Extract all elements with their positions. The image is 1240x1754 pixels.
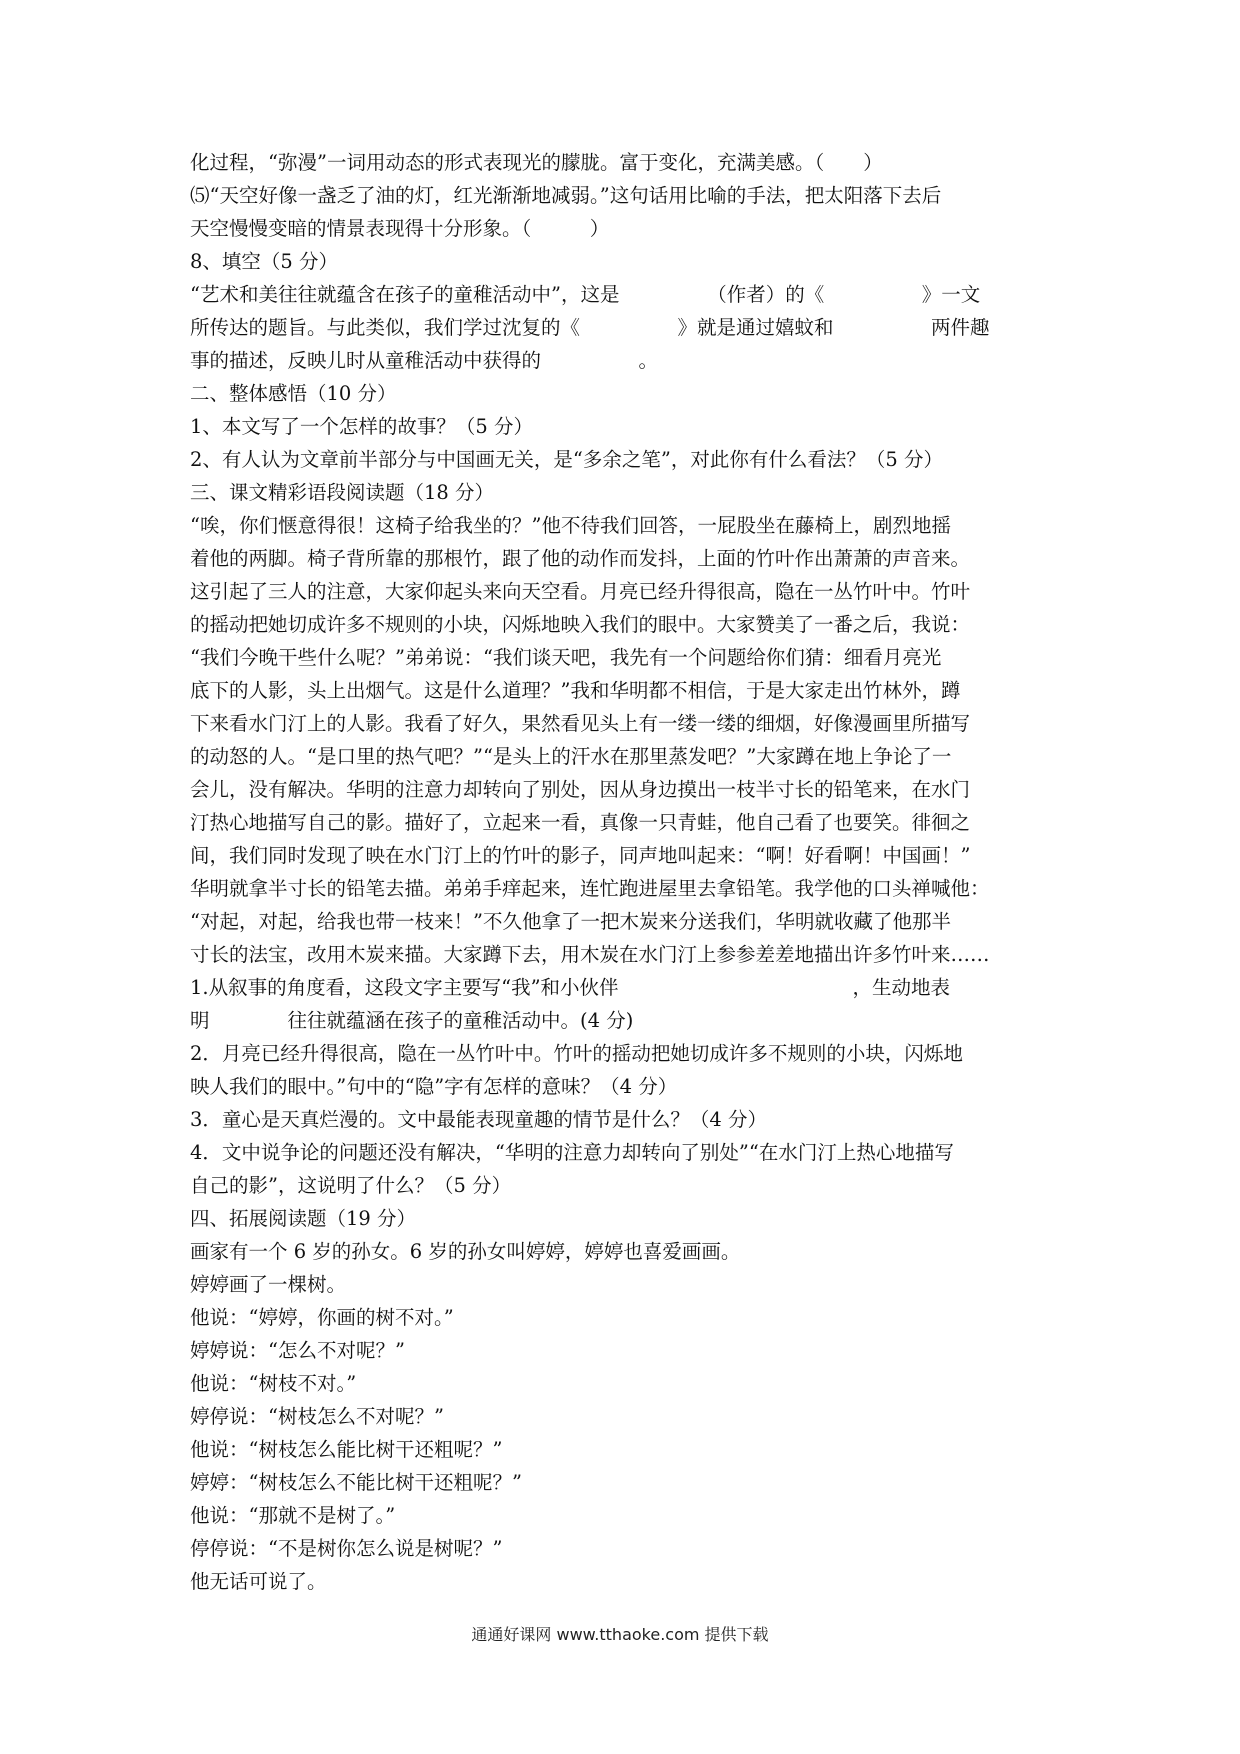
passage-line: 这引起了三人的注意，大家仰起头来向天空看。月亮已经升得很高，隐在一丛竹叶中。竹叶: [190, 580, 971, 603]
section-2-heading: 二、整体感悟（10 分）: [190, 382, 397, 405]
story-line: 婷婷画了一棵树。: [190, 1273, 347, 1296]
text-line: “艺术和美往往就蕴含在孩子的童稚活动中”，这是 （作者）的《 》一文: [190, 283, 981, 306]
document-body: [190, 146, 1060, 1598]
passage-line: 底下的人影，头上出烟气。这是什么道理？”我和华明都不相信，于是大家走出竹林外，蹲: [190, 679, 961, 702]
passage-line: 的动怒的人。“是口里的热气吧？”“是头上的汗水在那里蒸发吧？”大家蹲在地上争论了一: [190, 745, 952, 768]
story-line: 他无话可说了。: [190, 1570, 327, 1593]
question-line: 4．文中说争论的问题还没有解决，“华明的注意力却转向了别处”“在水门汀上热心地描写: [190, 1141, 954, 1164]
question-line: 2．月亮已经升得很高，隐在一丛竹叶中。竹叶的摇动把她切成许多不规则的小块，闪烁地: [190, 1042, 963, 1065]
passage-line: “我们今晚干些什么呢？”弟弟说：“我们谈天吧，我先有一个问题给你们猜：细看月亮光: [190, 646, 942, 669]
story-line: 他说：“婷婷，你画的树不对。”: [190, 1306, 454, 1329]
section-3-heading: 三、课文精彩语段阅读题（18 分）: [190, 481, 495, 504]
question-line: 明 往往就蕴涵在孩子的童稚活动中。(4 分): [190, 1009, 634, 1032]
story-line: 他说：“那就不是树了。”: [190, 1504, 396, 1527]
story-line: 停停说：“不是树你怎么说是树呢？”: [190, 1537, 503, 1560]
passage-line: “对起，对起，给我也带一枝来！”不久他拿了一把木炭来分送我们，华明就收藏了他那半: [190, 910, 951, 933]
text-line: 所传达的题旨。与此类似，我们学过沈复的《 》就是通过嬉蚊和 两件趣: [190, 316, 990, 339]
section-4-heading: 四、拓展阅读题（19 分）: [190, 1207, 417, 1230]
story-line: 画家有一个 6 岁的孙女。6 岁的孙女叫婷婷，婷婷也喜爱画画。: [190, 1240, 741, 1263]
story-line: 他说：“树枝不对。”: [190, 1372, 357, 1395]
story-line: 婷停说：“树枝怎么不对呢？”: [190, 1405, 444, 1428]
question-line: 映人我们的眼中。”句中的“隐”字有怎样的意味？（4 分）: [190, 1075, 678, 1098]
text-line: ⑸“天空好像一盏乏了油的灯，红光渐渐地减弱。”这句话用比喻的手法，把太阳落下去后: [190, 184, 942, 207]
question-line: 1.从叙事的角度看，这段文字主要写“我”和小伙伴 ，生动地表: [190, 976, 951, 999]
question-line: 自己的影”，这说明了什么？（5 分）: [190, 1174, 512, 1197]
passage-line: “唉，你们惬意得很！这椅子给我坐的？”他不待我们回答，一屁股坐在藤椅上，剧烈地摇: [190, 514, 951, 537]
question-line: 2、有人认为文章前半部分与中国画无关，是“多余之笔”，对此你有什么看法？（5 分）: [190, 448, 943, 471]
page-footer: 通通好课网 www.tthaoke.com 提供下载: [471, 1625, 769, 1644]
story-line: 婷婷说：“怎么不对呢？”: [190, 1339, 405, 1362]
passage-line: 汀热心地描写自己的影。描好了，立起来一看，真像一只青蛙，他自己看了也要笑。徘徊之: [190, 811, 971, 834]
passage-line: 下来看水门汀上的人影。我看了好久，果然看见头上有一缕一缕的细烟，好像漫画里所描写: [190, 712, 971, 735]
passage-line: 的摇动把她切成许多不规则的小块，闪烁地映入我们的眼中。大家赞美了一番之后，我说：: [190, 613, 971, 636]
passage-line: 华明就拿半寸长的铅笔去描。弟弟手痒起来，连忙跑进屋里去拿铅笔。我学他的口头禅喊他：: [190, 877, 990, 900]
text-line: 天空慢慢变暗的情景表现得十分形象。（ ）: [190, 217, 610, 240]
passage-line: 会儿，没有解决。华明的注意力却转向了别处，因从身边摸出一枝半寸长的铅笔来，在水门: [190, 778, 971, 801]
text-line: 化过程，“弥漫”一词用动态的形式表现光的朦胧。富于变化，充满美感。（ ）: [190, 151, 883, 174]
passage-line: 寸长的法宝，改用木炭来描。大家蹲下去，用木炭在水门汀上参参差差地描出许多竹叶来……: [190, 943, 990, 966]
passage-line: 间，我们同时发现了映在水门汀上的竹叶的影子，同声地叫起来：“啊！好看啊！中国画！”: [190, 844, 971, 867]
text-line: 事的描述，反映儿时从童稚活动中获得的 。: [190, 349, 659, 372]
story-line: 婷婷：“树枝怎么不能比树干还粗呢？”: [190, 1471, 522, 1494]
question-line: 3．童心是天真烂漫的。文中最能表现童趣的情节是什么？（4 分）: [190, 1108, 768, 1131]
question-line: 1、本文写了一个怎样的故事？（5 分）: [190, 415, 534, 438]
question-8-heading: 8、填空（5 分）: [190, 250, 339, 273]
passage-line: 着他的两脚。椅子背所靠的那根竹，跟了他的动作而发抖，上面的竹叶作出萧萧的声音来。: [190, 547, 971, 570]
story-line: 他说：“树枝怎么能比树干还粗呢？”: [190, 1438, 503, 1461]
